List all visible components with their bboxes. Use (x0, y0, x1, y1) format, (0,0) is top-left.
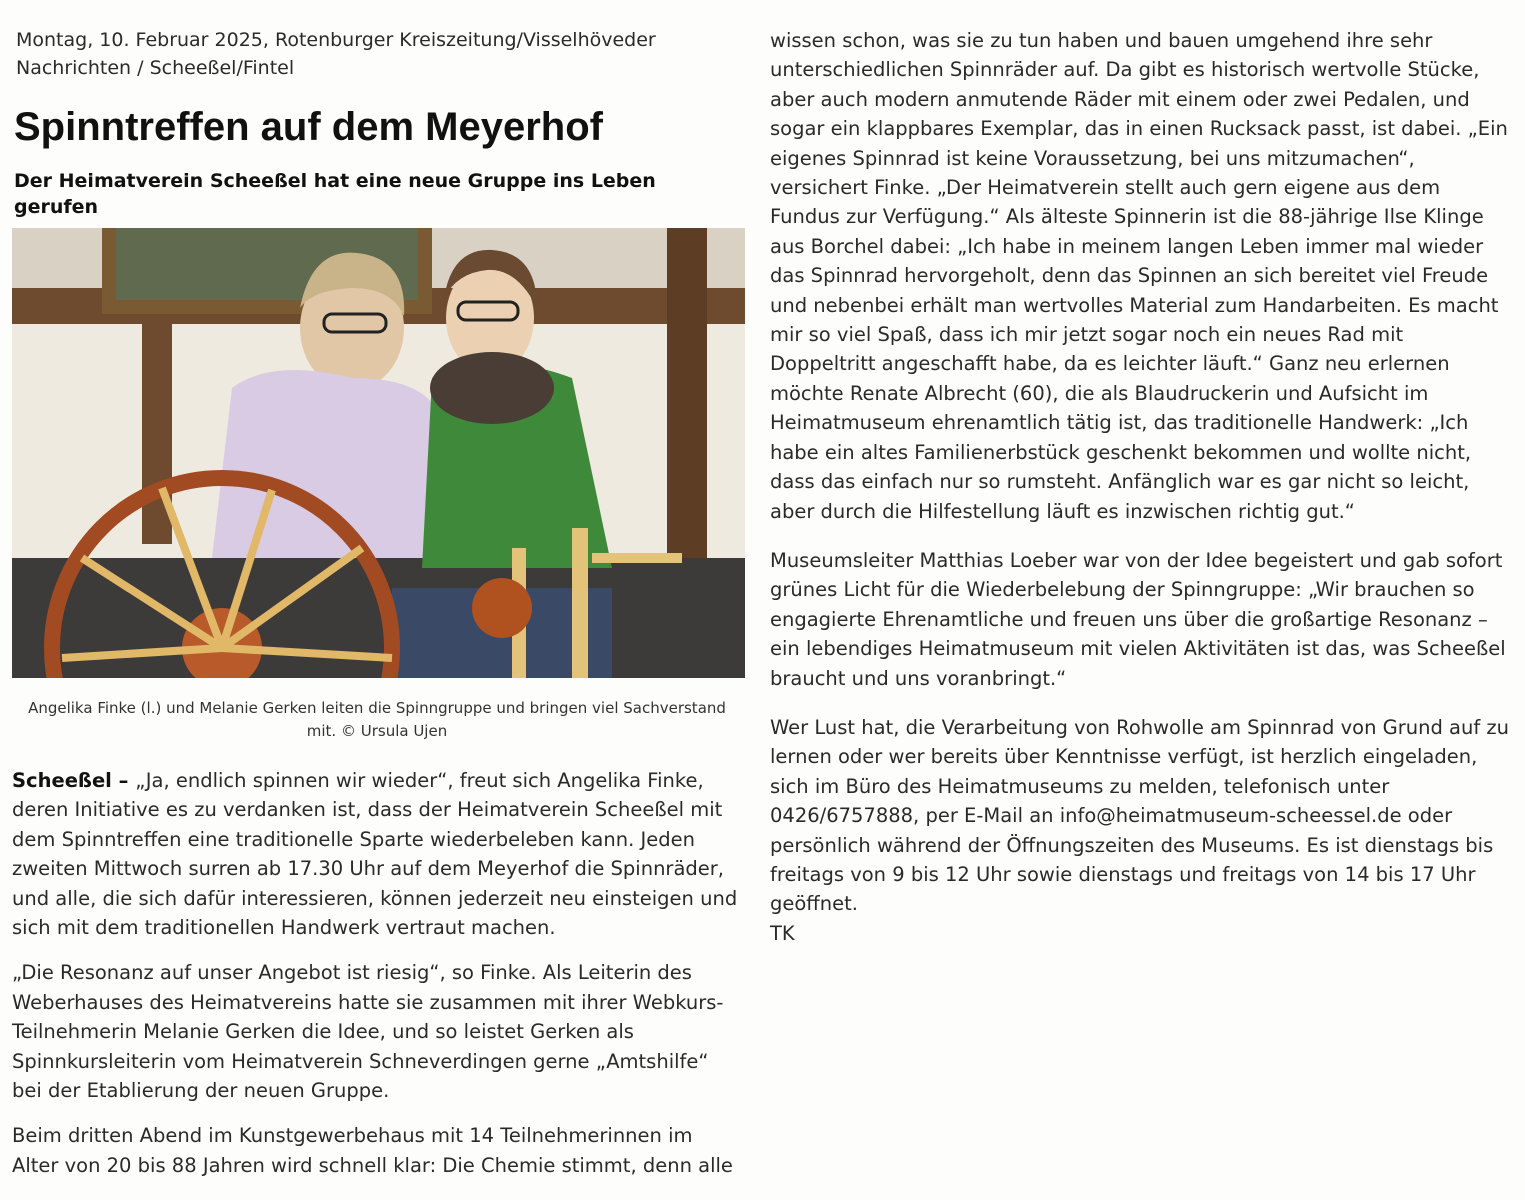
body-paragraph: Beim dritten Abend im Kunstgewerbehaus mit 14 Teilnehmerinnen im Alter von 20 bis 88 Jahren wird schnell klar: Die Chemie stimmt, denn alle (12, 1124, 733, 1177)
subheadline: Der Heimatverein Scheeßel hat eine neue Gruppe ins Leben gerufen (14, 170, 656, 218)
author-initials: TK (770, 921, 795, 945)
right-column (770, 26, 1510, 968)
dateline: Montag, 10. Februar 2025, Rotenburger Kreiszeitung/Visselhöveder Nachrichten / Scheeßel/Fintel (16, 29, 656, 79)
body-paragraph: Museumsleiter Matthias Loeber war von der Idee begeistert und gab sofort grünes Licht für die Wiederbelebung der Spinngruppe: „Wir brauchen so engagierte Ehrenamtliche und freuen uns über die großartige Resonanz – ein lebendiges Heimatmuseum mit vielen Aktivitäten ist das, was Scheeßel braucht und uns voranbringt.“ (770, 548, 1506, 690)
photo-caption: Angelika Finke (l.) und Melanie Gerken leiten die Spinngruppe und bringen viel Sachverstand mit. © Ursula Ujen (28, 699, 726, 740)
left-column (12, 26, 742, 220)
body-paragraph: „Die Resonanz auf unser Angebot ist riesig“, so Finke. Als Leiterin des Weberhauses des Heimatvereins hatte sie zusammen mit ihrer Webkurs-Teilnehmerin Melanie Gerken die Idee, und so leistet Gerken als Spinnkursleiterin vom Heimatverein Schneverdingen gerne „Amtshilfe“ bei der Etablierung der neuen Gruppe. (12, 961, 724, 1103)
article-photo (12, 228, 745, 678)
photo-two-women-spinning-wheel-icon (12, 228, 745, 678)
body-paragraph: Wer Lust hat, die Verarbeitung von Rohwolle am Spinnrad von Grund auf zu lernen oder wer bereits über Kenntnisse verfügt, ist herzlich eingeladen, sich im Büro des Heimatmuseums zu melden, telefonisch unter 0426/6757888, per E-Mail an info@heimatmuseum-scheessel.de oder persönlich während der Öffnungszeiten des Museums. Es ist dienstags bis freitags von 9 bis 12 Uhr sowie dienstags und freitags von 14 bis 17 Uhr geöffnet. (770, 715, 1510, 916)
left-body (12, 766, 742, 1196)
body-paragraph: wissen schon, was sie zu tun haben und bauen umgehend ihre sehr unterschiedlichen Spinnräder auf. Da gibt es historisch wertvolle Stücke, aber auch modern anmutende Räder mit einem oder zwei Pedalen, und sogar ein klappbares Exemplar, das in einen Rucksack passt, ist dabei. „Ein eigenes Spinnrad ist keine Voraussetzung, bei uns mitzumachen“, versichert Finke. „Der Heimatverein stellt auch gern eigene aus dem Fundus zur Verfügung.“ Als älteste Spinnerin ist die 88-jährige Ilse Klinge aus Borchel dabei: „Ich habe in meinem langen Leben immer mal wieder das Spinnrad hervorgeholt, denn das Spinnen an sich bereitet viel Freude und nebenbei erhält man wertvolles Material zum Handarbeiten. Es macht mir so viel Spaß, dass ich mir jetzt sogar noch ein neues Rad mit Doppeltritt angeschafft habe, da es leichter läuft.“ Ganz neu erlernen möchte Renate Albrecht (60), die als Blaudruckerin und Aufsicht im Heimatmuseum ehrenamtlich tätig ist, das traditionelle Handwerk: „Ich habe ein altes Familienerbstück geschenkt bekommen und wollte nicht, dass das einfach nur so rumsteht. Anfänglich war es gar nicht so leicht, aber durch die Hilfestellung läuft es inzwischen richtig gut.“ (770, 29, 1508, 523)
lead-paragraph (12, 766, 742, 942)
place-marker: Scheeßel – (12, 769, 136, 792)
lead-text: „Ja, endlich spinnen wir wieder“, freut sich Angelika Finke, deren Initiative es zu verdanken ist, dass der Heimatverein Scheeßel mit dem Spinntreffen eine traditionelle Sparte wiederbeleben kann. Jeden zweiten Mittwoch surren ab 17.30 Uhr auf dem Meyerhof die Spinnräder, und alle, die sich dafür interessieren, können jederzeit neu einsteigen und sich mit dem traditionellen Handwerk vertraut machen. (12, 769, 738, 940)
headline: Spinntreffen auf dem Meyerhof (14, 105, 603, 149)
